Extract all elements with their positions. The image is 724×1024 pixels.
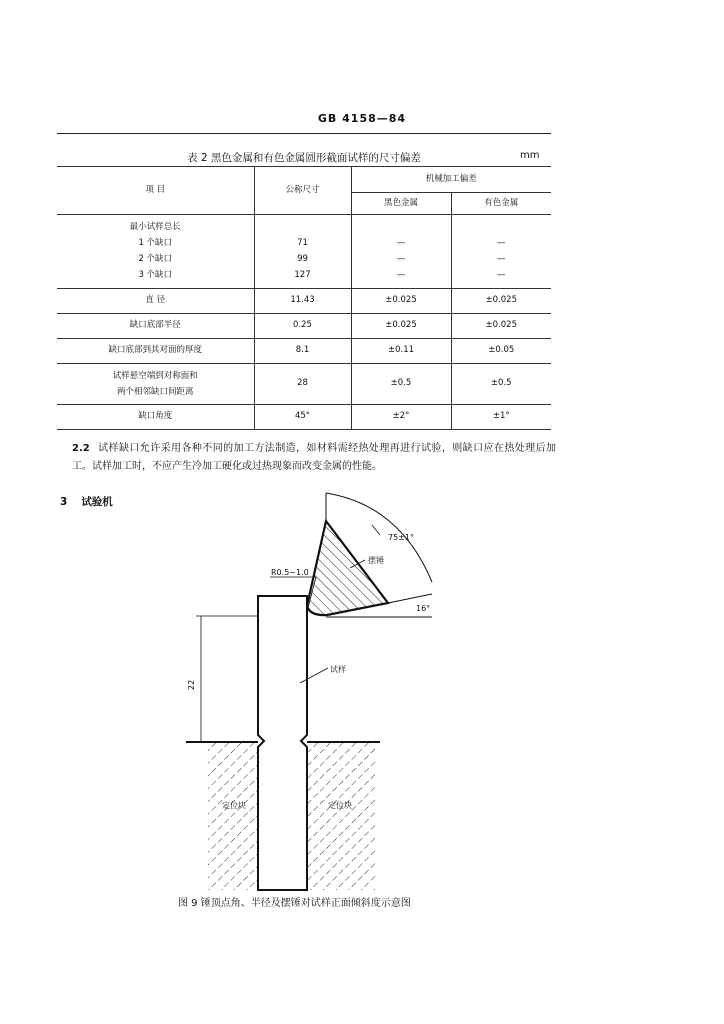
column-header-tolerance: 机械加工偏差 [351,167,551,193]
cell-notch-radius-nominal: 0.25 [254,313,351,338]
notch-count-1: 1 个缺口 [138,238,173,249]
label-block-right: 定位块 [328,801,352,810]
cell-notch-angle-label: 缺口角度 [57,404,254,429]
label-angle-16: 16° [416,604,431,613]
label-dimension-22: 22 [187,679,196,690]
cantilever-label-line1: 试样悬空端到对称面和 [112,370,198,381]
document-header-code: GB 4158—84 [317,112,407,125]
nonferrous-2-notch: — [497,254,506,265]
cell-notch-radius-ferrous: ±0.025 [351,313,451,338]
table-row-notch-radius [57,313,551,338]
label-radius: R0.5~1.0 [271,568,309,577]
ferrous-1-notch: — [396,238,406,249]
cell-notch-radius-label: 缺口底部半径 [57,313,254,338]
notch-count-2: 2 个缺口 [138,254,173,265]
cell-notch-thickness-label: 缺口底部到其对面的厚度 [57,338,254,363]
label-angle-75: 75±1° [388,533,414,542]
nominal-3-notch: 127 [294,270,311,281]
table-row-notch-thickness [57,338,551,363]
nonferrous-3-notch: — [497,270,506,281]
cell-notch-thickness-nominal: 8.1 [254,338,351,363]
cell-cantilever-label [57,363,254,404]
cell-min-length-label [57,215,254,289]
cell-min-length-nonferrous [451,215,551,289]
min-length-title: 最小试样总长 [129,222,181,232]
pendulum-hammer [307,521,388,615]
section-2-2-number: 2.2 [72,443,90,454]
cell-cantilever-ferrous: ±0.5 [351,363,451,404]
header-divider [57,133,551,134]
section-3-title: 试验机 [81,496,113,508]
label-specimen: 试样 [330,665,346,674]
notch-count-3: 3 个缺口 [138,270,173,281]
cell-notch-angle-nonferrous: ±1° [451,404,551,429]
ferrous-2-notch: — [396,254,406,265]
cell-diameter-nonferrous: ±0.025 [451,288,551,313]
cell-cantilever-nominal: 28 [254,363,351,404]
table-unit: mm [520,150,540,161]
figure-9-diagram [150,490,450,895]
table-header-row [57,167,551,193]
hammer-face-extension [388,594,432,603]
table-row-cantilever [57,363,551,404]
table-row-notch-angle [57,404,551,429]
figure-caption: 图 9 锤顶点角、半径及摆锤对试样正面倾斜度示意图 [178,898,411,909]
section-3-number: 3 [60,496,68,508]
specimen-bar [258,596,307,890]
leader-75-angle [372,525,380,535]
cell-notch-angle-ferrous: ±2° [351,404,451,429]
cell-min-length-nominal [254,215,351,289]
column-header-ferrous: 黑色金属 [351,193,451,215]
column-header-item: 项 目 [57,167,254,215]
cell-notch-radius-nonferrous: ±0.025 [451,313,551,338]
cell-min-length-ferrous [351,215,451,289]
support-block-left [208,743,258,890]
ferrous-3-notch: — [396,270,406,281]
support-block-right [307,743,377,890]
cell-diameter-ferrous: ±0.025 [351,288,451,313]
cell-notch-angle-nominal: 45° [254,404,351,429]
table-row-min-length [57,215,551,289]
cell-diameter-nominal: 11.43 [254,288,351,313]
column-header-nominal: 公称尺寸 [254,167,351,215]
label-hammer: 摆锤 [368,556,384,565]
nominal-1-notch: 71 [297,238,308,249]
table-caption: 表 2 黑色金属和有色金属圆形截面试样的尺寸偏差 [187,152,421,164]
section-3-heading [60,494,113,509]
specimen-tolerance-table [57,166,551,430]
nonferrous-1-notch: — [497,238,506,249]
cell-cantilever-nonferrous: ±0.5 [451,363,551,404]
cell-notch-thickness-ferrous: ±0.11 [351,338,451,363]
nominal-2-notch: 99 [297,254,308,265]
section-2-2-paragraph [72,440,556,475]
cell-diameter-label: 直 径 [57,288,254,313]
table-row-diameter [57,288,551,313]
cell-notch-thickness-nonferrous: ±0.05 [451,338,551,363]
label-block-left: 定位块 [222,801,246,810]
section-2-2-text: 试样缺口允许采用各种不同的加工方法制造，如材料需经热处理再进行试验，则缺口应在热处理后加工。试样加工时，不应产生冷加工硬化或过热现象而改变金属的性能。 [72,443,556,472]
column-header-nonferrous: 有色金属 [451,193,551,215]
cantilever-label-line2: 两个相邻缺口间距离 [116,386,194,397]
